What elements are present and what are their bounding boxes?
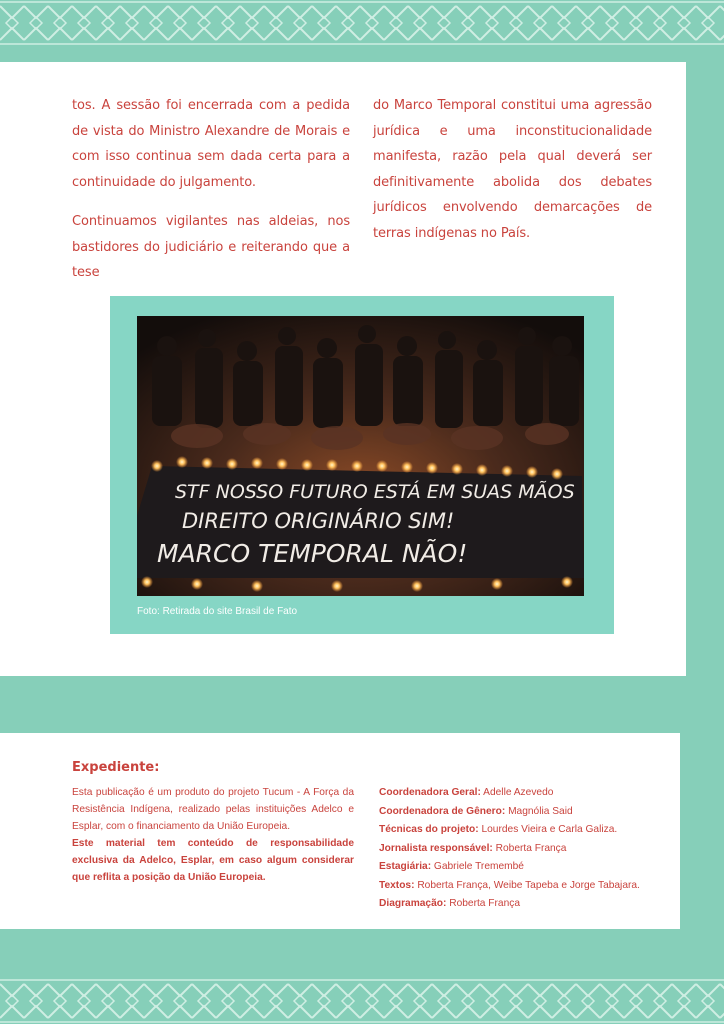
credit-row: Coordenadora Geral: Adelle Azevedo — [379, 787, 554, 798]
credit-row: Estagiária: Gabriele Tremembé — [379, 861, 524, 872]
banner-line-3: MARCO TEMPORAL NÃO! — [157, 539, 468, 568]
banner-line-1: STF NOSSO FUTURO ESTÁ EM SUAS MÃOS — [175, 481, 575, 503]
bottom-pattern-border — [0, 978, 724, 1024]
protest-photo — [137, 316, 584, 596]
article-right-column — [373, 93, 652, 260]
credit-row: Diagramação: Roberta França — [379, 898, 521, 909]
article-left-column — [72, 93, 350, 300]
expediente-text: Esta publicação é um produto do projeto Tucum - A Força da Resistência Indígena, realizado pelas instituições Adelco e Esplar, com o financiamento da União Europeia. — [72, 787, 354, 832]
expediente-credits — [379, 784, 669, 914]
expediente-disclaimer: Este material tem conteúdo de responsabilidade exclusiva da Adelco, Esplar, em caso algum considerar que reflita a posição da União Europeia. — [72, 838, 354, 883]
article-paragraph: do Marco Temporal constitui uma agressão jurídica e uma inconstitucionalidade manifesta, razão pela qual deverá ser definitivamente abolida dos debates jurídicos envolvendo demarcações de terras indígenas no País. — [373, 98, 652, 241]
expediente-title: Expediente: — [72, 760, 160, 775]
banner-line-2: DIREITO ORIGINÁRIO SIM! — [182, 509, 455, 533]
credit-row: Coordenadora de Gênero: Magnólia Said — [379, 805, 573, 817]
top-pattern-border — [0, 0, 724, 46]
article-paragraph: Continuamos vigilantes nas aldeias, nos bastidores do judiciário e reiterando que a tese — [72, 214, 350, 280]
article-paragraph: tos. A sessão foi encerrada com a pedida de vista do Ministro Alexandre de Morais e com isso continua sem dada certa para a continuidade do julgamento. — [72, 98, 350, 190]
photo-caption: Foto: Retirada do site Brasil de Fato — [137, 606, 298, 617]
expediente-description — [72, 784, 354, 886]
credit-row: Técnicas do projeto: Lourdes Vieira e Carla Galiza. — [379, 824, 618, 835]
credit-row: Jornalista responsável: Roberta França — [379, 842, 567, 854]
credit-row: Textos: Roberta França, Weibe Tapeba e Jorge Tabajara. — [379, 879, 640, 891]
